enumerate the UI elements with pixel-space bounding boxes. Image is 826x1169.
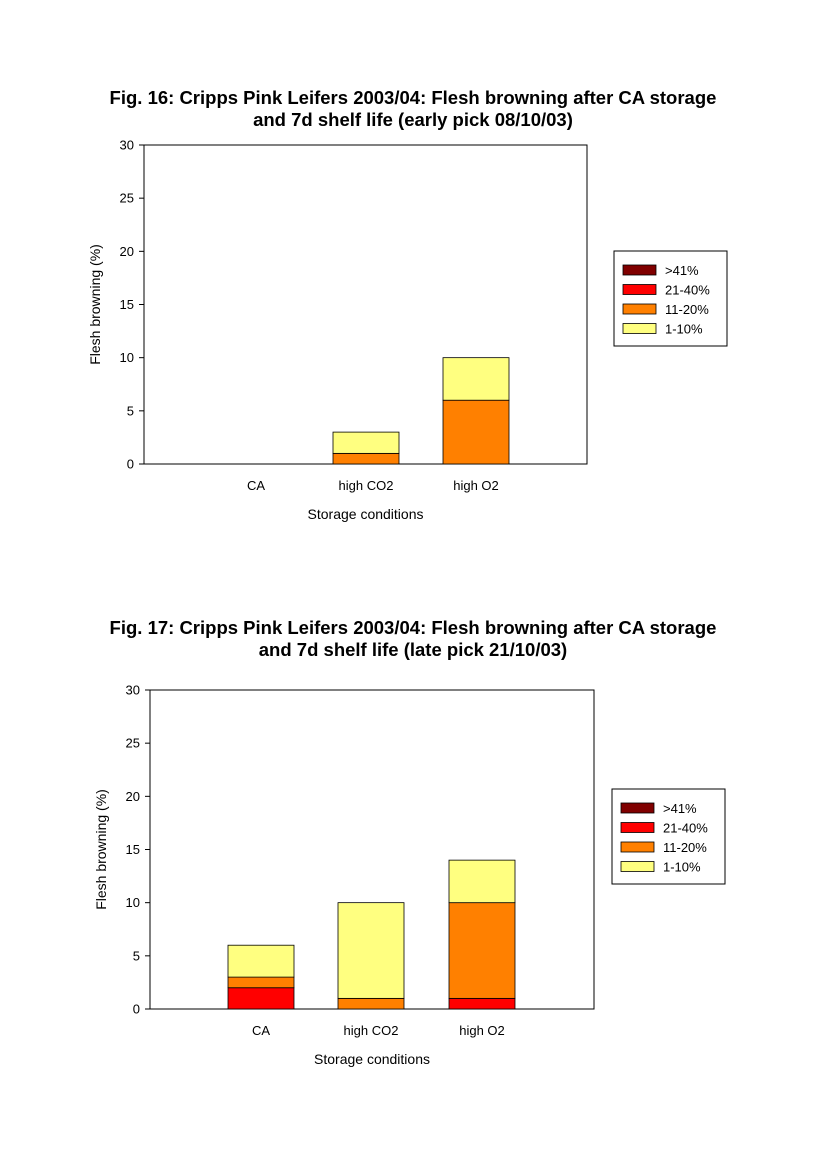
x-tick-label: high CO2: [338, 478, 394, 493]
y-axis-title: Flesh browning (%): [87, 244, 103, 365]
y-tick-label: 25: [125, 735, 140, 751]
bar-segment-high-o2-1-10-: [449, 860, 515, 903]
legend-label: 11-20%: [665, 302, 709, 317]
figure-17-chart: [0, 676, 826, 1076]
y-tick-label: 25: [119, 190, 134, 206]
x-tick-label: CA: [251, 1023, 271, 1038]
y-tick-label: 20: [125, 788, 140, 804]
legend-swatch: [621, 862, 654, 872]
legend-swatch: [621, 823, 654, 833]
bar-segment-high-co2-11-20-: [338, 998, 404, 1009]
y-tick-label: 10: [125, 895, 140, 911]
figure-17-title-line-1: Fig. 17: Cripps Pink Leifers 2003/04: Flesh browning after CA storage: [109, 617, 717, 638]
y-tick-label: 10: [119, 350, 134, 366]
x-tick-label: CA: [246, 478, 266, 493]
bar-segment-high-o2-11-20-: [449, 903, 515, 999]
y-tick-label: 5: [132, 948, 140, 964]
legend-label: >41%: [663, 801, 697, 816]
figure-16-title: [40, 87, 786, 131]
bar-segment-ca-21-40-: [228, 988, 294, 1009]
figure-16-title-line-1: Fig. 16: Cripps Pink Leifers 2003/04: Flesh browning after CA storage: [109, 87, 717, 108]
figure-16-title-line-2: and 7d shelf life (early pick 08/10/03): [253, 109, 573, 130]
bar-segment-high-co2-1-10-: [333, 432, 399, 453]
bar-segment-high-co2-11-20-: [333, 453, 399, 464]
figure-17-title: [40, 617, 786, 661]
x-axis-title: Storage conditions: [307, 506, 424, 522]
legend-swatch: [623, 285, 656, 295]
y-tick-label: 30: [125, 682, 140, 698]
y-tick-label: 15: [119, 297, 134, 312]
legend-label: 21-40%: [663, 820, 708, 836]
x-tick-label: high O2: [453, 478, 499, 493]
legend-label: 1-10%: [663, 859, 701, 875]
y-tick-label: 0: [126, 456, 134, 472]
legend-swatch: [621, 803, 654, 813]
legend-swatch: [623, 265, 656, 275]
y-tick-label: 20: [119, 243, 134, 259]
x-tick-label: high O2: [459, 1023, 505, 1038]
bar-segment-high-co2-1-10-: [338, 903, 404, 999]
bar-segment-ca-1-10-: [228, 945, 294, 977]
y-tick-label: 30: [119, 137, 134, 153]
figure-17-title-line-2: and 7d shelf life (late pick 21/10/03): [258, 639, 568, 660]
legend-label: >41%: [665, 263, 699, 278]
x-axis-title: Storage conditions: [314, 1051, 430, 1067]
y-axis-title: Flesh browning (%): [93, 789, 109, 910]
legend-swatch: [623, 304, 656, 314]
y-tick-label: 5: [126, 403, 134, 419]
y-tick-label: 15: [125, 842, 140, 857]
legend-swatch: [623, 324, 656, 334]
legend-label: 1-10%: [665, 321, 703, 337]
bar-segment-high-o2-1-10-: [443, 358, 509, 401]
bar-segment-high-o2-11-20-: [443, 400, 509, 464]
figure-16-chart: [0, 130, 826, 530]
y-tick-label: 0: [132, 1001, 140, 1017]
x-tick-label: high CO2: [343, 1023, 399, 1038]
legend-swatch: [621, 842, 654, 852]
bar-segment-high-o2-21-40-: [449, 998, 515, 1009]
legend-label: 21-40%: [665, 282, 710, 298]
bar-segment-ca-11-20-: [228, 977, 294, 988]
plot-area-frame: [144, 145, 587, 464]
legend-label: 11-20%: [663, 840, 707, 855]
